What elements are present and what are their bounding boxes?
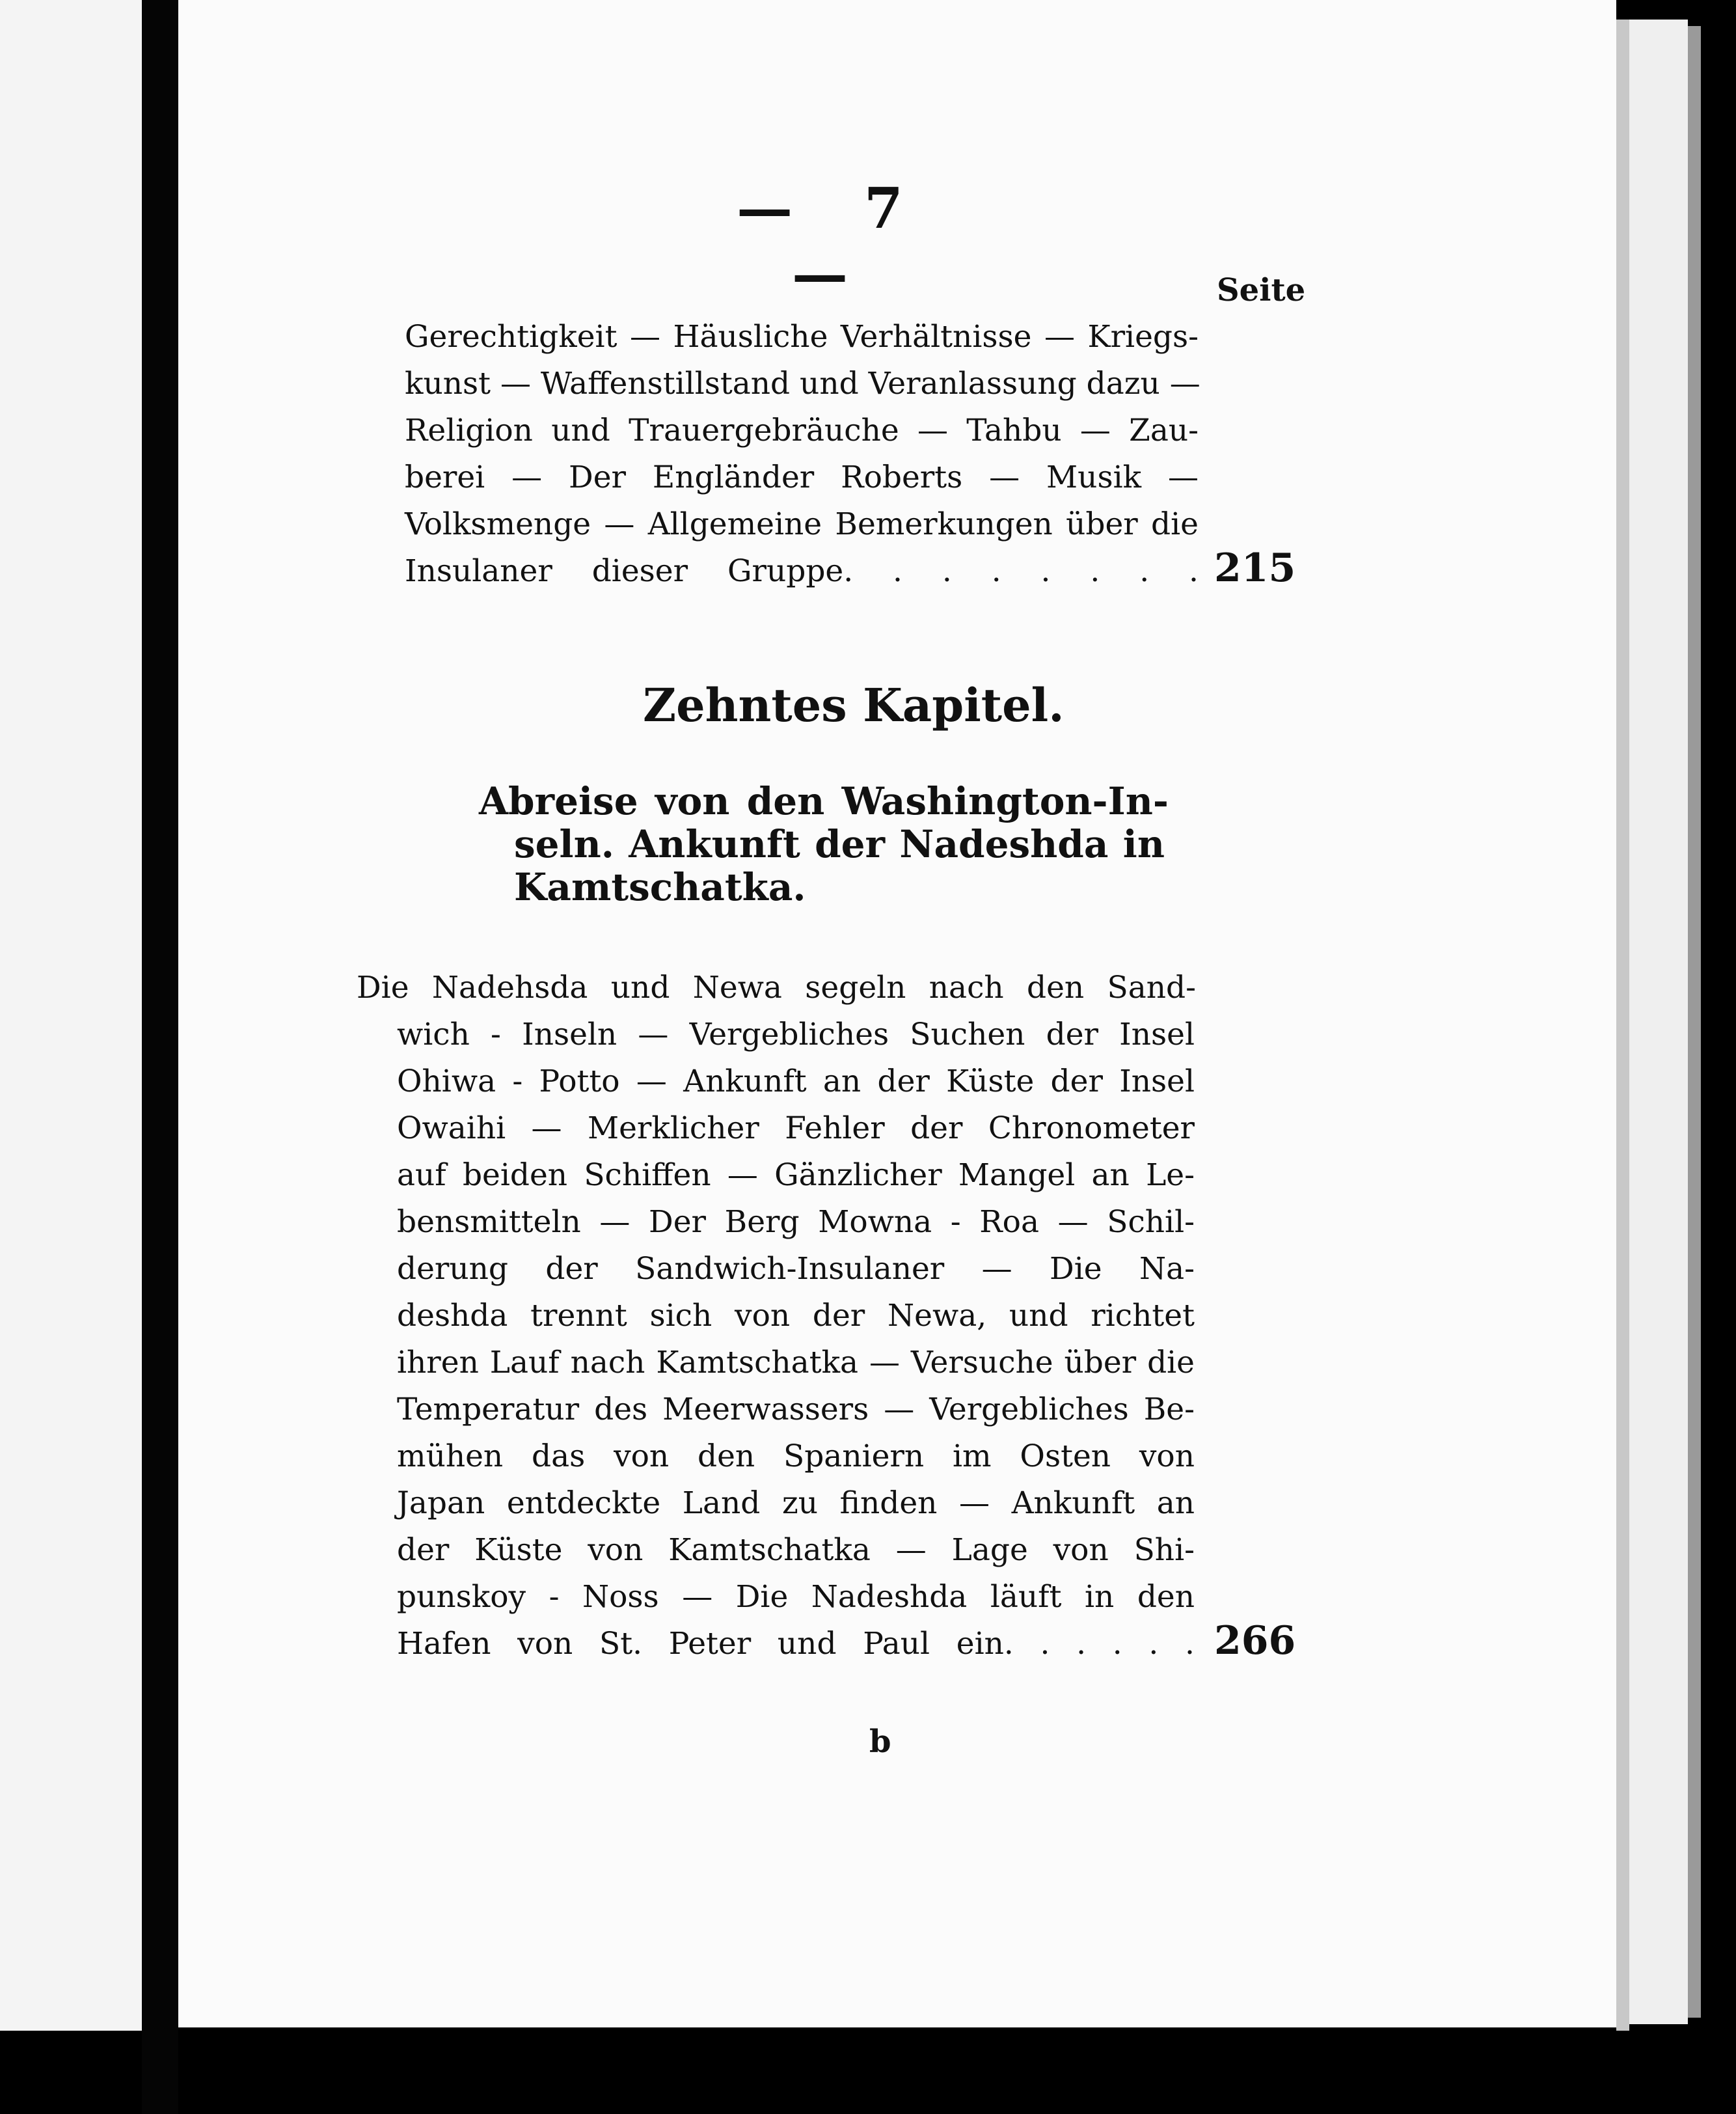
- chapter-summary-line: Abreise von den Washington-In-: [479, 779, 1169, 823]
- toc-entry-2-line: bensmitteln — Der Berg Mowna - Roa — Schil-: [397, 1204, 1195, 1240]
- toc-entry-2-line: Ohiwa - Potto — Ankunft an der Küste der Insel: [397, 1064, 1195, 1099]
- toc-entry-1-line: berei — Der Engländer Roberts — Musik —: [405, 460, 1199, 495]
- toc-entry-1-page: 215: [1214, 545, 1296, 591]
- toc-entry-2-line: Owaihi — Merklicher Fehler der Chronometer: [397, 1110, 1195, 1146]
- toc-entry-1-line: kunst — Waffenstillstand und Veranlassung dazu —: [405, 366, 1200, 402]
- toc-entry-1-line: Religion und Trauergebräuche — Tahbu — Zau-: [405, 413, 1199, 448]
- chapter-title: Zehntes Kapitel.: [643, 678, 1065, 732]
- page-column-label: Seite: [1217, 272, 1306, 309]
- chapter-summary-line: Kamtschatka.: [514, 865, 806, 909]
- toc-entry-2-line: punskoy - Noss — Die Nadeshda läuft in den: [397, 1579, 1195, 1615]
- page-edge-shadow: [1616, 20, 1629, 2031]
- toc-entry-2-line: ihren Lauf nach Kamtschatka — Versuche über die: [397, 1345, 1195, 1380]
- toc-entry-2-line: derung der Sandwich-Insulaner — Die Na-: [397, 1251, 1195, 1287]
- toc-entry-1-line: Insulaner dieser Gruppe. . . . . . . .: [405, 553, 1199, 589]
- toc-entry-2-line: Hafen von St. Peter und Paul ein. . . . . .: [397, 1626, 1195, 1662]
- page-edge-stack: [1629, 20, 1688, 2024]
- page-edge-dark: [1688, 26, 1701, 2018]
- book-gutter: [142, 0, 178, 2114]
- toc-entry-2-line: Japan entdeckte Land zu finden — Ankunft an: [397, 1485, 1195, 1521]
- facing-page-edge: [0, 0, 142, 2031]
- toc-entry-2-line: Die Nadehsda und Newa segeln nach den Sand-: [357, 970, 1196, 1006]
- toc-entry-2-line: deshda trennt sich von der Newa, und richtet: [397, 1298, 1195, 1334]
- toc-entry-2-line: mühen das von den Spaniern im Osten von: [397, 1438, 1195, 1474]
- toc-entry-2-line: wich - Inseln — Vergebliches Suchen der Insel: [397, 1017, 1195, 1052]
- chapter-summary-line: seln. Ankunft der Nadeshda in: [514, 822, 1165, 866]
- toc-entry-2-page: 266: [1214, 1618, 1296, 1664]
- toc-entry-1-line: Volksmenge — Allgemeine Bemerkungen über die: [405, 506, 1199, 542]
- toc-entry-2-line: auf beiden Schiffen — Gänzlicher Mangel an Le-: [397, 1157, 1195, 1193]
- signature-mark: b: [869, 1723, 891, 1760]
- page-header-number: — 7 —: [737, 176, 929, 307]
- toc-entry-2-line: der Küste von Kamtschatka — Lage von Shi-: [397, 1532, 1195, 1568]
- toc-entry-1-line: Gerechtigkeit — Häusliche Verhältnisse — Kriegs-: [405, 319, 1199, 355]
- toc-entry-2-line: Temperatur des Meerwassers — Vergebliches Be-: [397, 1392, 1195, 1427]
